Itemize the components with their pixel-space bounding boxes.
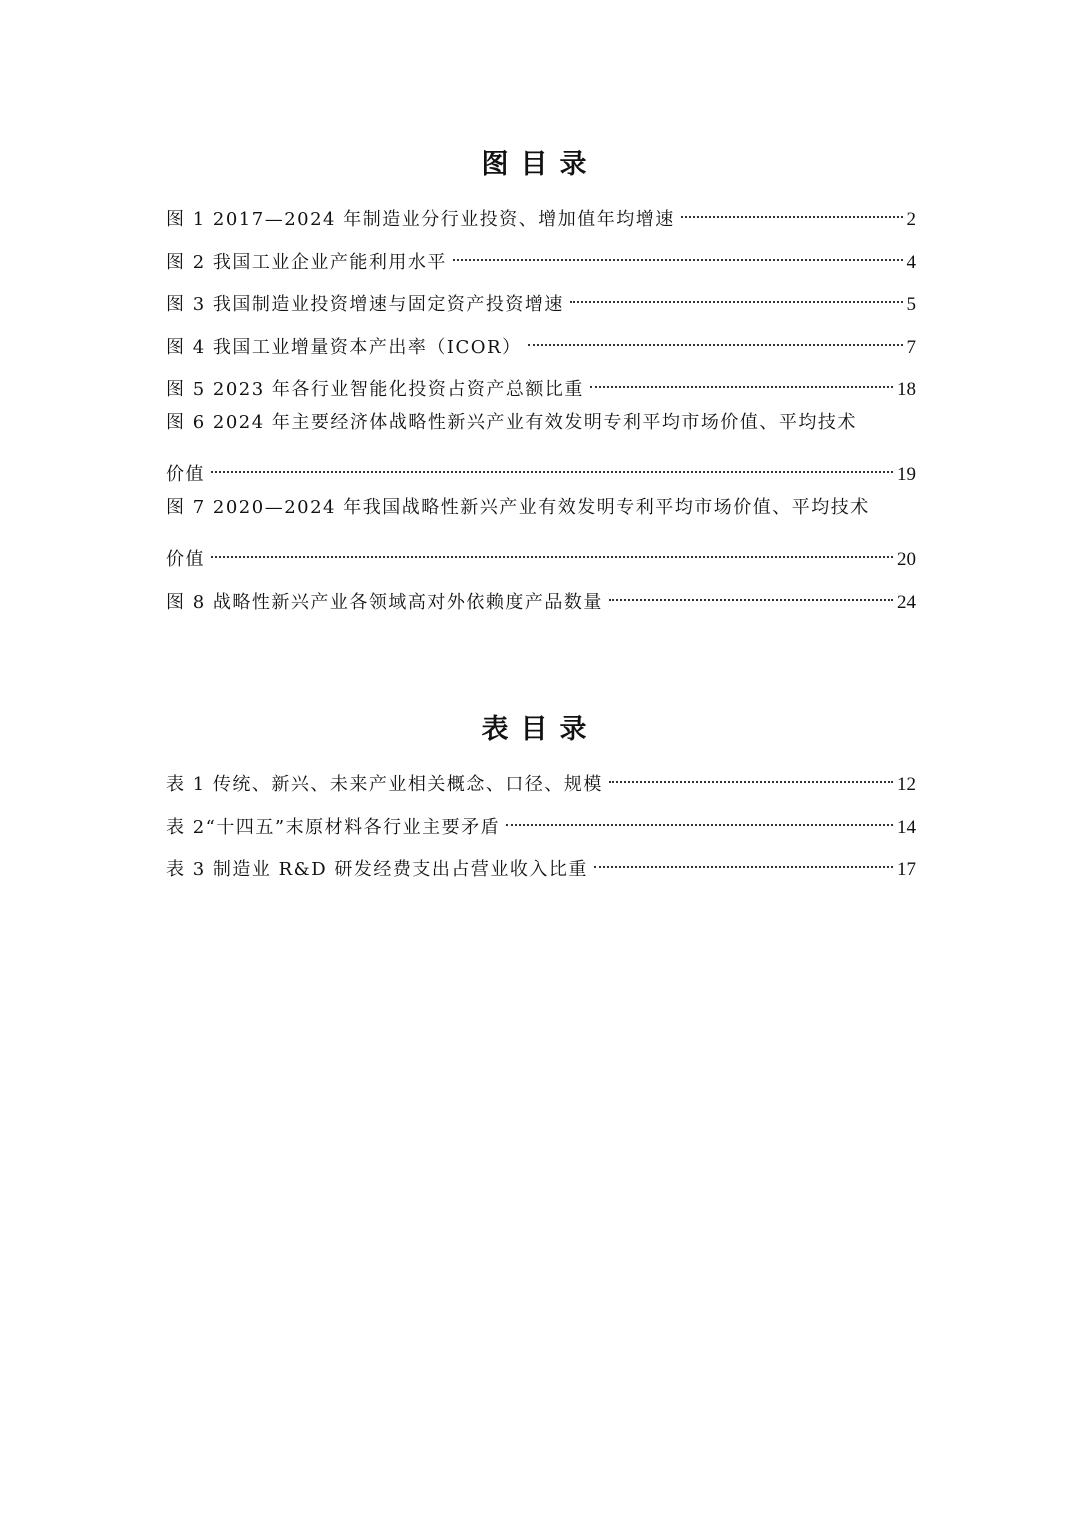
- dot-leader: [570, 280, 903, 310]
- dot-leader: [609, 578, 893, 608]
- dot-leader: [609, 760, 893, 790]
- figure-list: [166, 195, 916, 620]
- toc-entry[interactable]: [166, 238, 916, 273]
- toc-entry[interactable]: [166, 803, 916, 838]
- toc-entry-page: 7: [906, 336, 916, 358]
- toc-entry-label: 图 5 2023 年各行业智能化投资占资产总额比重: [166, 379, 584, 400]
- toc-entry-label: 图 8 战略性新兴产业各领域高对外依赖度产品数量: [166, 591, 603, 613]
- toc-entry-page: 2: [906, 209, 916, 230]
- toc-entry-label-line1: 图 7 2020—2024 年我国战略性新兴产业有效发明专利平均市场价值、平均技术: [166, 496, 870, 518]
- toc-entry-label: 价值: [166, 549, 205, 570]
- dot-leader: [211, 535, 893, 565]
- toc-entry-label: 表 3 制造业 R&D 研发经费支出占营业收入比重: [166, 859, 588, 880]
- toc-entry-label: 图 3 我国制造业投资增速与固定资产投资增速: [166, 294, 564, 315]
- toc-entry-page: 5: [906, 294, 916, 315]
- toc-entry-page: 18: [897, 379, 916, 400]
- toc-entry-page: 20: [897, 549, 916, 570]
- toc-entry[interactable]: [166, 760, 916, 795]
- dot-leader: [681, 195, 903, 225]
- toc-entry-label-line1: 图 6 2024 年主要经济体战略性新兴产业有效发明专利平均市场价值、平均技术: [166, 411, 857, 433]
- toc-entry-label: 图 1 2017—2024 年制造业分行业投资、增加值年均增速: [166, 209, 675, 230]
- toc-entry[interactable]: [166, 493, 916, 570]
- toc-entry-label: 图 4 我国工业增量资本产出率（ICOR）: [166, 336, 522, 358]
- toc-entry-label: 表 1 传统、新兴、未来产业相关概念、口径、规模: [166, 774, 603, 795]
- dot-leader: [590, 365, 893, 395]
- dot-leader: [211, 450, 893, 480]
- toc-entry[interactable]: [166, 365, 916, 400]
- table-list-title: 表目录: [481, 714, 599, 745]
- toc-entry-page: 14: [897, 816, 916, 838]
- toc-entry-label: 价值: [166, 464, 205, 485]
- toc-entry-page: 24: [897, 591, 916, 613]
- dot-leader: [528, 323, 903, 353]
- table-list: [166, 760, 916, 888]
- toc-entry[interactable]: [166, 845, 916, 880]
- toc-entry[interactable]: [166, 195, 916, 230]
- toc-entry-page: 19: [897, 464, 916, 485]
- toc-entry-page: 4: [906, 251, 916, 273]
- toc-entry[interactable]: [166, 280, 916, 315]
- toc-entry[interactable]: [166, 578, 916, 613]
- dot-leader: [453, 238, 903, 268]
- toc-entry-page: 12: [897, 774, 916, 795]
- dot-leader: [594, 845, 893, 875]
- toc-entry-label: 表 2“十四五”末原材料各行业主要矛盾: [166, 816, 501, 838]
- toc-entry[interactable]: [166, 323, 916, 358]
- dot-leader: [506, 803, 893, 833]
- toc-entry-label: 图 2 我国工业企业产能利用水平: [166, 251, 447, 273]
- toc-entry-page: 17: [897, 859, 916, 880]
- toc-entry[interactable]: [166, 408, 916, 485]
- figure-list-title: 图目录: [481, 149, 599, 180]
